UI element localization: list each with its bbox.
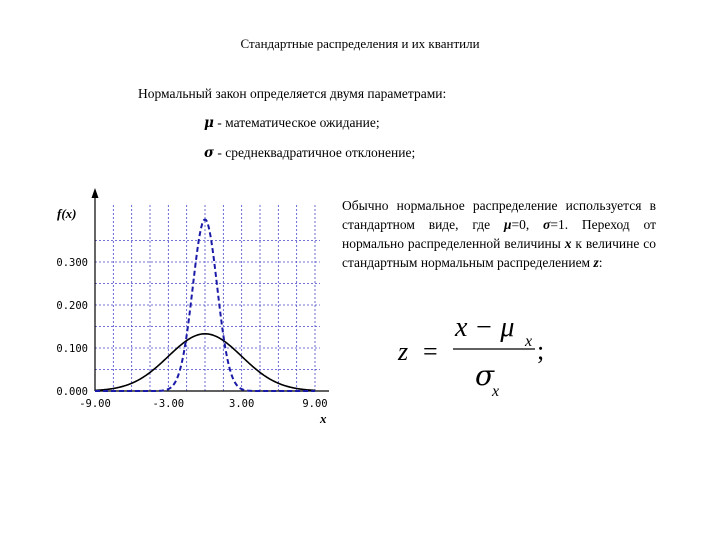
x-tick-label: -9.00 [79,398,111,410]
formula-denominator-sub: x [492,383,500,400]
para-part1: Обычно нормальное распределение используется в стандартном виде, где [342,198,656,232]
standardization-paragraph [342,196,656,272]
formula-semicolon: ; [537,336,545,365]
y-tick-label: 0.300 [56,257,88,269]
param-sigma-text: - среднеквадратичное отклонение; [213,145,416,160]
y-tick-label: 0.000 [56,386,88,398]
formula-equals: = [423,337,438,366]
formula-numerator-sub: x [525,333,533,350]
mu-symbol: μ [204,115,214,131]
intro-text: Нормальный закон определяется двумя параметрами: [138,86,447,101]
param-mu-text: - математическое ожидание; [213,115,380,130]
y-axis-label: f(x) [57,206,77,221]
formula-numerator: x − μ [455,312,515,343]
x-tick-label: 9.00 [302,398,328,410]
page-title: Стандартные распределения и их квантили [240,36,480,51]
x-tick-label: 3.00 [229,398,255,410]
para-sigma: σ [543,217,551,232]
y-tick-label: 0.200 [56,300,88,312]
formula-lhs: z [398,337,409,366]
formula-denominator: σ [475,359,495,392]
para-part3: =1. Переход от нормально распределенной величины [342,217,656,251]
sigma-symbol: σ [204,145,214,161]
standardization-formula [395,305,565,415]
chart-grid [95,204,320,391]
para-part2: =0, [511,217,544,232]
para-part5: : [598,255,603,270]
y-tick-label: 0.100 [56,343,88,355]
para-part4: к величине со стандартным нормальным распределением [342,236,657,270]
para-mu: μ [503,217,512,232]
y-axis-arrow [92,188,99,198]
chart-axes [92,188,330,391]
para-x: x [564,236,572,251]
normal-distribution-chart [0,180,340,430]
x-axis-label: x [320,411,327,426]
param-mu [204,115,380,131]
x-tick-label: -3.00 [152,398,185,410]
para-z: z [593,255,599,270]
param-sigma [204,145,415,161]
